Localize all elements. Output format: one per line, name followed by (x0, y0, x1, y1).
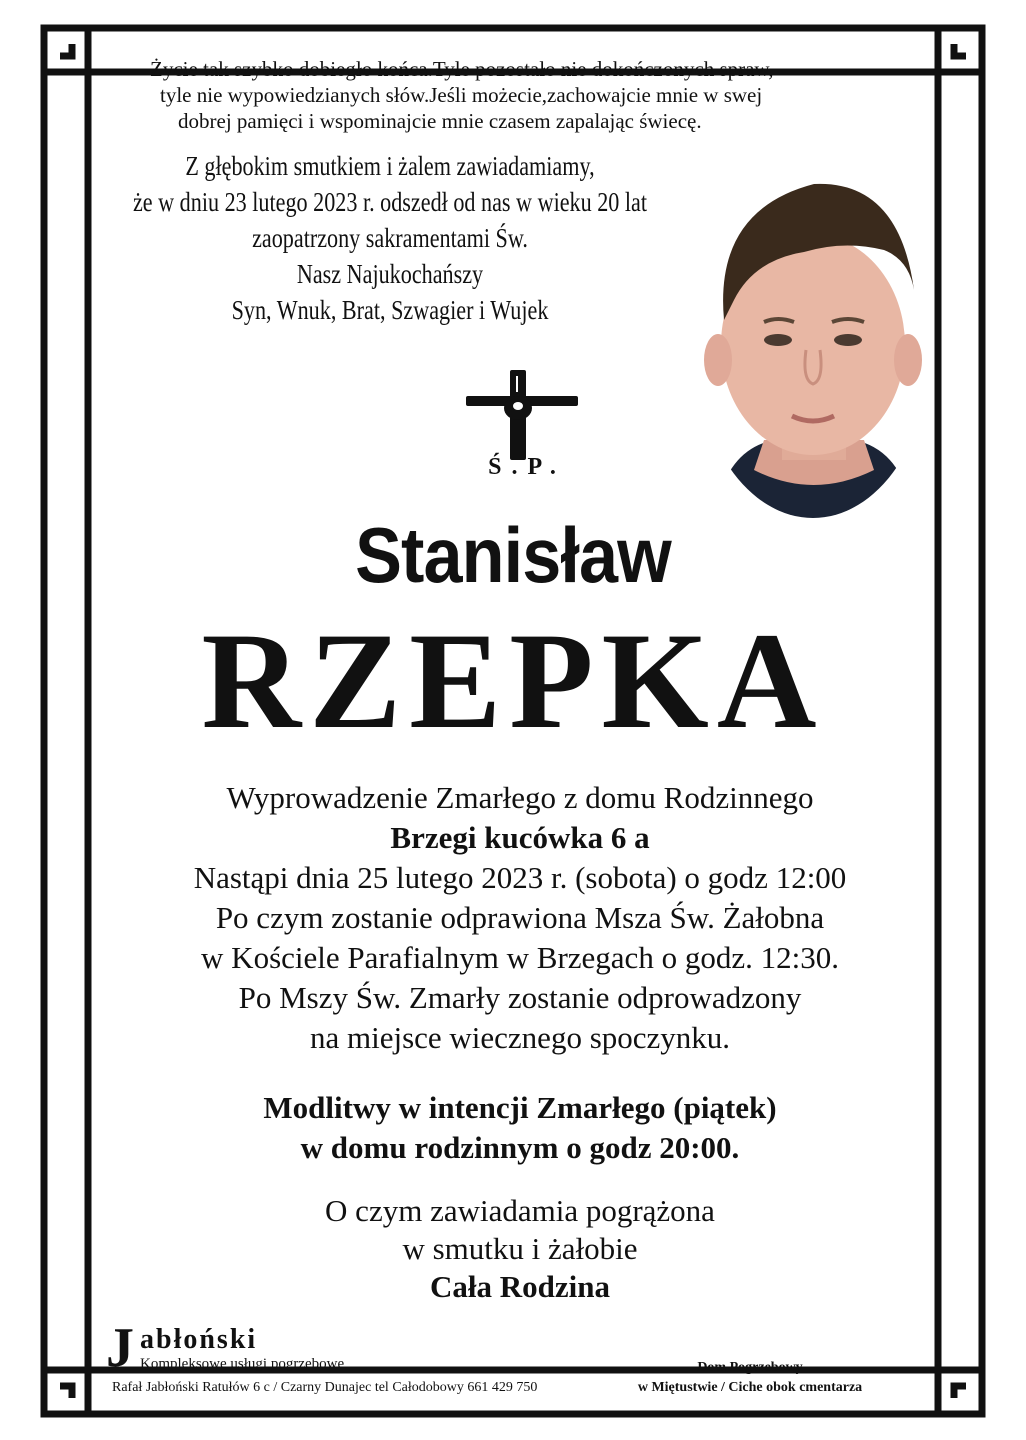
funeral-line: Po Mszy Św. Zmarły zostanie odprowadzony (238, 980, 802, 1015)
cross-emblem (460, 362, 584, 492)
announcement-line: Nasz Najukochańszy (296, 259, 484, 289)
prayer-line: Modlitwy w intencji Zmarłego (piątek) (263, 1090, 777, 1125)
funeral-home-line: Dom Pogrzebowy (697, 1360, 803, 1375)
funeral-details (60, 778, 980, 1058)
announcement (70, 148, 710, 328)
motto-line: dobrej pamięci i wspominajcie mnie czasem zapalając świecę. (178, 109, 702, 133)
prayer-info (60, 1088, 980, 1168)
funeral-home-line: w Miętustwie / Ciche obok cmentarza (637, 1380, 863, 1395)
closing-line: w smutku i żałobie (402, 1231, 638, 1266)
first-name: Stanisław (355, 511, 671, 599)
cross-caption: Ś.P. (488, 454, 566, 480)
funeral-line: na miejsce wiecznego spoczynku. (309, 1020, 731, 1055)
family-signature: Cała Rodzina (430, 1269, 610, 1304)
prayer-line: w domu rodzinnym o godz 20:00. (300, 1130, 740, 1165)
motto-line: Życie tak szybko dobiegło końca.Tyle pozostało nie dokończonych spraw, (150, 57, 774, 81)
motto-text (150, 56, 910, 134)
announcement-line: Syn, Wnuk, Brat, Szwagier i Wujek (231, 295, 549, 325)
portrait-photo (694, 170, 932, 520)
closing-line: O czym zawiadamia pogrążona (325, 1193, 715, 1228)
funeral-line: Nastąpi dnia 25 lutego 2023 r. (sobota) o godz 12:00 (193, 860, 847, 895)
undertaker-name: abłoński (140, 1324, 258, 1355)
funeral-line: Po czym zostanie odprawiona Msza Św. Żałobna (215, 900, 825, 935)
announcement-line: że w dniu 23 lutego 2023 r. odszedł od nas w wieku 20 lat (132, 187, 648, 217)
announcement-line: Z głębokim smutkiem i żalem zawiadamiamy, (185, 151, 595, 181)
funeral-line: w Kościele Parafialnym w Brzegach o godz. 12:30. (201, 940, 839, 975)
undertaker-address: Rafał Jabłoński Ratułów 6 c / Czarny Dunajec tel Całodobowy 661 429 750 (112, 1380, 538, 1395)
undertaker-logo-letter: J (106, 1317, 134, 1379)
motto-line: tyle nie wypowiedzianych słów.Jeśli możecie,zachowajcie mnie w swej (160, 83, 763, 107)
home-address: Brzegi kucówka 6 a (390, 820, 650, 855)
funeral-line: Wyprowadzenie Zmarłego z domu Rodzinnego (226, 780, 814, 815)
announcement-line: zaopatrzony sakramentami Św. (252, 223, 528, 253)
closing (60, 1192, 980, 1306)
undertaker-subtitle: Kompleksowe usługi pogrzebowe (140, 1356, 345, 1372)
funeral-home (590, 1358, 910, 1398)
surname: RZEPKA (201, 604, 825, 757)
